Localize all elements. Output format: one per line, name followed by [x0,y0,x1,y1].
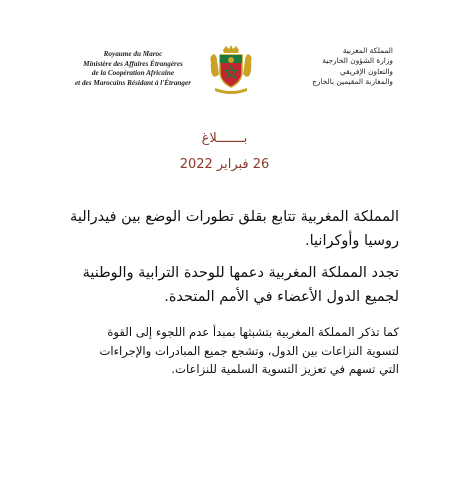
letterhead-fr-line: Ministère des Affaires Étrangères [83,59,183,68]
letterhead-fr-line: Royaume du Maroc [103,50,163,58]
paragraph-line: لتسوية النزاعات بين الدول، وتشجع جميع المبادرات والإجراءات [99,343,399,358]
letterhead-fr-line: et des Marocains Résidant à l'Étranger [74,78,191,87]
letterhead-arabic [288,46,393,88]
letterhead-ar-line: والمغاربة المقيمين بالخارج [312,77,393,87]
paragraph-line: التي تسهم في تعزيز التسوية السلمية للنزاعات. [171,362,399,376]
letterhead-ar-line: المملكة المغربية [342,46,393,55]
paragraph-2 [39,261,399,309]
paragraph-3 [39,323,399,379]
paragraph-line: روسيا وأوكرانيا. [305,233,399,249]
letterhead [0,0,449,120]
paragraph-1 [39,205,399,253]
letterhead-ar-line: والتعاون الإفريقي [339,66,393,76]
paragraph-line: المملكة المغربية تتابع بقلق تطورات الوضع بين فيدرالية [70,209,399,225]
paragraph-line: كما تذكر المملكة المغربية بتشبثها بمبدأ عدم اللجوء إلى القوة [107,325,399,339]
letterhead-ar-line: وزارة الشؤون الخارجية [322,56,393,66]
letterhead-french [58,50,208,88]
paragraph-line: تجدد المملكة المغربية دعمها للوحدة الترابية والوطنية [82,265,399,281]
letterhead-fr-line: de la Coopération Africaine [91,69,175,78]
paragraph-line: لجميع الدول الأعضاء في الأمم المتحدة. [164,289,399,305]
document-title: بـــــــلاغ [201,131,248,146]
document-date: 26 فبراير 2022 [179,157,270,172]
coat-of-arms-icon [207,44,255,96]
